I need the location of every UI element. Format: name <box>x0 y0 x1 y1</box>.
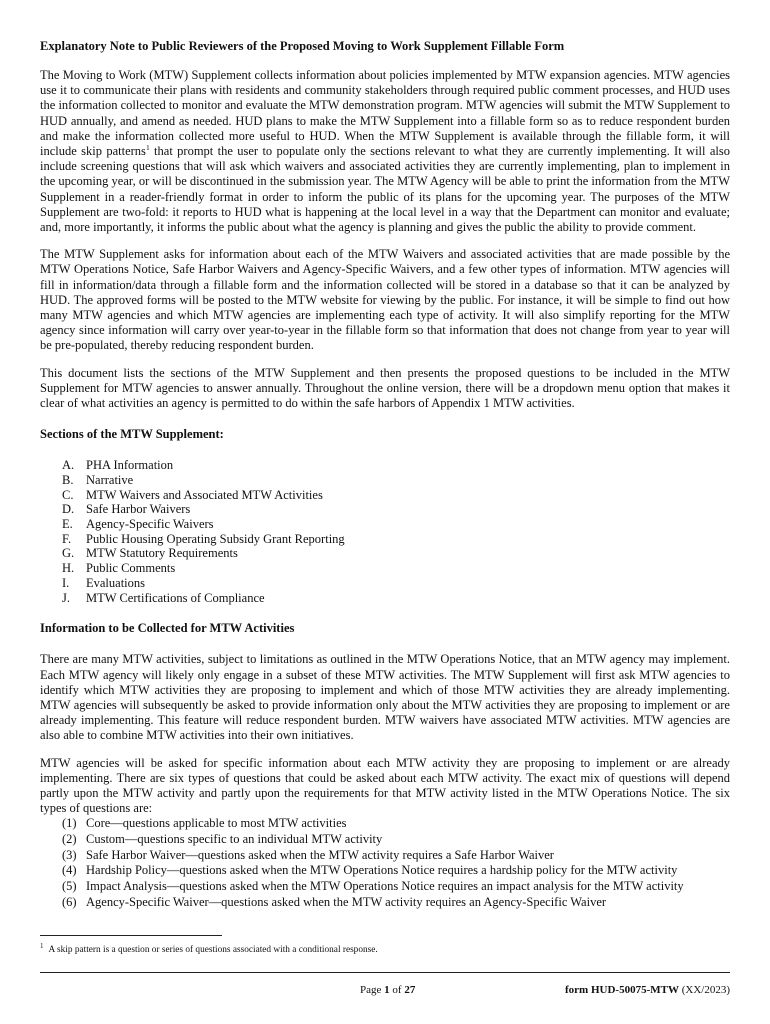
list-marker: C. <box>62 487 74 502</box>
list-item-text: Safe Harbor Waivers <box>86 502 191 517</box>
intro-paragraph <box>40 68 730 235</box>
list-marker: (6) <box>62 894 77 909</box>
list-item-text: Core—questions applicable to most MTW activities <box>86 816 347 831</box>
document-page <box>40 38 730 911</box>
list-item-text: MTW Statutory Requirements <box>86 546 238 561</box>
list-item-text: Hardship Policy—questions asked when the MTW Operations Notice requires a hardship policy for the MTW activity <box>86 863 678 878</box>
list-item-text: Narrative <box>86 472 134 487</box>
list-item-text: Public Comments <box>86 561 176 576</box>
footnote-text: A skip pattern is a question or series of questions associated with a conditional response. <box>48 945 378 955</box>
list-marker: F. <box>62 531 72 546</box>
document-scope-paragraph: This document lists the sections of the MTW Supplement and then presents the proposed questions to be included in the MTW Supplement for MTW agencies to answer annually. Throughout the online version, there will be a dropdown menu option that makes it clear of what activities an agency is permitted to do within the safe harbors of Appendix 1 MTW activities. <box>40 365 730 411</box>
list-marker: D. <box>62 502 75 517</box>
list-item-text: Safe Harbor Waiver—questions asked when the MTW activity requires a Safe Harbor Waiver <box>86 847 554 862</box>
list-item-text: Evaluations <box>86 575 146 590</box>
list-marker: J. <box>62 590 70 605</box>
question-types-list <box>40 816 730 910</box>
page-total: 27 <box>404 984 416 996</box>
list-marker: (4) <box>62 863 77 878</box>
sections-list <box>40 458 730 605</box>
list-item-text: Public Housing Operating Subsidy Grant Reporting <box>86 531 345 546</box>
list-marker: G. <box>62 546 75 561</box>
page-word: Page <box>360 984 382 996</box>
list-marker: I. <box>62 575 70 590</box>
list-item <box>62 561 730 576</box>
list-item <box>62 517 730 532</box>
list-item-text: Agency-Specific Waiver—questions asked when the MTW activity requires an Agency-Specific Waiver <box>86 894 607 909</box>
list-marker: (2) <box>62 832 77 847</box>
list-item <box>62 546 730 561</box>
list-item-text: Agency-Specific Waivers <box>86 517 214 532</box>
footnote-reference[interactable]: 1 <box>145 142 150 152</box>
list-item <box>62 473 730 488</box>
footer-divider <box>40 972 730 973</box>
list-marker: E. <box>62 517 73 532</box>
page-current: 1 <box>384 984 390 996</box>
list-item <box>62 848 730 864</box>
form-identifier <box>565 984 730 996</box>
list-item <box>62 458 730 473</box>
list-item-text: PHA Information <box>86 458 174 473</box>
list-marker: A. <box>62 458 75 473</box>
supplement-paragraph: The MTW Supplement asks for information about each of the MTW Waivers and associated activities that are made possible by the MTW Operations Notice, Safe Harbor Waivers and Agency-Specific Waivers, and a few other types of information. MTW agencies will fill in information/data through a fillable form and the information collected will be stored in a database so that it can be analyzed by HUD. The approved forms will be posted to the MTW website for viewing by the public. For instance, it will be simple to find out how many MTW agencies and which MTW agencies are implementing each type of activity. It will also simplify reporting for the MTW agency since information will carry over year-to-year in the fillable form so that information that does not change from year to year will be pre-populated, thereby reducing respondent burden. <box>40 247 730 353</box>
activities-paragraph: There are many MTW activities, subject to limitations as outlined in the MTW Operations Notice, that an MTW agency may implement. Each MTW agency will likely only engage in a subset of these MTW activities. The MTW Supplement will first ask MTW agencies to identify which MTW activities they are proposing to implement and which of those MTW activities they are already implementing. MTW agencies will subsequently be asked to provide information only about the MTW activities they are proposing to implement or are already implementing. This feature will reduce respondent burden. MTW waivers have associated MTW activities. MTW agencies are also able to combine MTW activities into their own initiatives. <box>40 652 730 743</box>
intro-paragraph-text-continued: that prompt the user to populate only the sections relevant to what they are currently implementing. It will also include screening questions that will ask which waivers and associated activities they are currently implementing, plan to implement in the upcoming year, or will be discontinued in the submission year. The MTW Agency will be able to print the information from the MTW Supplement in a reader-friendly format in order to inform the public of its plans for the upcoming year. The purposes of the MTW Supplement are two-fold: it reports to HUD what is happening at the local level in a way that the Department can monitor and evaluate; and, more importantly, it informs the public about what the agency is planning and gives the public the ability to provide comment. <box>40 144 730 235</box>
list-marker: (5) <box>62 879 77 894</box>
list-item-text: Impact Analysis—questions asked when the MTW Operations Notice requires an impact analysis for the MTW activity <box>86 879 684 894</box>
list-item <box>62 863 730 879</box>
list-item <box>62 816 730 832</box>
list-item <box>62 895 730 911</box>
list-item-text: MTW Certifications of Compliance <box>86 590 265 605</box>
info-heading: Information to be Collected for MTW Activities <box>40 621 295 636</box>
footnote-number: 1 <box>40 941 44 950</box>
list-item-text: Custom—questions specific to an individual MTW activity <box>86 832 383 847</box>
list-item <box>62 488 730 503</box>
list-item <box>62 879 730 895</box>
page-of: of <box>392 984 402 996</box>
form-date: (XX/2023) <box>681 984 730 996</box>
list-item <box>62 591 730 606</box>
intro-paragraph-text: The Moving to Work (MTW) Supplement collects information about policies implemented by MTW expansion agencies. MTW agencies use it to communicate their plans with residents and community stakeholders through required public comment processes, and HUD uses the information collected to monitor and evaluate the MTW demonstration program. MTW agencies will submit the MTW Supplement to HUD annually, and amend as needed. HUD plans to make the MTW Supplement into a fillable form so as to reduce respondent burden and make the information collected more useful to HUD. When the MTW Supplement is available through the fillable form, it will include skip patterns <box>40 68 730 159</box>
page-footer <box>40 984 730 1000</box>
list-item-text: MTW Waivers and Associated MTW Activities <box>86 487 323 502</box>
form-label: form HUD-50075-MTW <box>565 984 679 996</box>
list-item <box>62 532 730 547</box>
question-types-intro: MTW agencies will be asked for specific information about each MTW activity they are proposing to implement or are already implementing. There are six types of questions that could be asked about each MTW activity. The exact mix of questions will depend partly upon the MTW activity and partly upon the requirements for that MTW activity listed in the MTW Operations Notice. The six types of questions are: <box>40 755 730 816</box>
list-item <box>62 832 730 848</box>
footnote <box>40 941 730 956</box>
list-marker: (3) <box>62 847 77 862</box>
sections-heading: Sections of the MTW Supplement: <box>40 427 224 442</box>
page-indicator <box>360 984 415 996</box>
list-marker: H. <box>62 561 75 576</box>
list-marker: (1) <box>62 816 77 831</box>
footnote-divider <box>40 935 222 936</box>
list-marker: B. <box>62 472 74 487</box>
list-item <box>62 502 730 517</box>
document-title: Explanatory Note to Public Reviewers of the Proposed Moving to Work Supplement Fillable Form <box>40 39 565 53</box>
list-item <box>62 576 730 591</box>
